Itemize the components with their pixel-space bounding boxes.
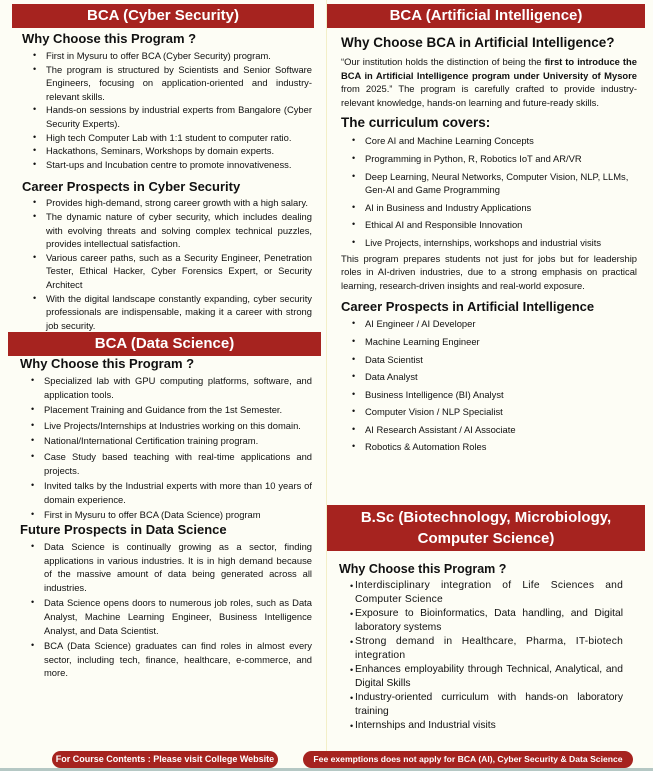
cyber-why-list bbox=[22, 49, 312, 171]
list-item: • Specialized lab with GPU computing platforms, software, and application tools. bbox=[20, 374, 312, 401]
bsc-why-list bbox=[339, 579, 623, 733]
data-science-why-list bbox=[20, 374, 312, 522]
list-item: • Strong demand in Healthcare, Pharma, IT-biotech integration bbox=[339, 635, 623, 663]
cyber-career-list bbox=[22, 196, 312, 332]
list-item: • AI Engineer / AI Developer bbox=[341, 317, 637, 331]
list-item: • High tech Computer Lab with 1:1 student to computer ratio. bbox=[22, 131, 312, 145]
course-contents-link[interactable]: For Course Contents : Please visit College Website bbox=[52, 751, 278, 768]
bsc-title-line2: Computer Science) bbox=[417, 530, 555, 547]
list-item: • Internships and Industrial visits bbox=[339, 719, 623, 733]
list-item: • Enhances employability through Technical, Analytical, and Digital Skills bbox=[339, 663, 623, 691]
list-item: • Data Scientist bbox=[341, 353, 637, 367]
list-item: • Case Study based teaching with real-time applications and projects. bbox=[20, 450, 312, 477]
list-item: • Live Projects, internships, workshops and industrial visits bbox=[341, 236, 637, 250]
ai-curriculum-list bbox=[341, 134, 637, 249]
ai-curriculum-heading: The curriculum covers: bbox=[341, 115, 491, 131]
list-item: • Deep Learning, Neural Networks, Computer Vision, NLP, LLMs, Gen-AI and Game Programming bbox=[341, 170, 637, 197]
list-item: • Invited talks by the Industrial experts with more than 10 years of domain experience. bbox=[20, 479, 312, 506]
ai-career-list bbox=[341, 317, 637, 454]
cyber-security-banner: BCA (Cyber Security) bbox=[12, 4, 314, 28]
list-item: • Data Science is continually growing as a sector, finding applications in various industries. It is in high demand because of the massive amount of data being generated across all industries. bbox=[20, 540, 312, 594]
bsc-banner bbox=[327, 505, 645, 551]
bsc-title-line1: B.Sc (Biotechnology, Microbiology, bbox=[360, 509, 612, 526]
ai-intro-paragraph bbox=[341, 55, 637, 109]
list-item: • Various career paths, such as a Security Engineer, Penetration Tester, Ethical Hacker, Cyber Forensics Expert, or Security Architect bbox=[22, 251, 312, 292]
list-item: • Placement Training and Guidance from the 1st Semester. bbox=[20, 403, 312, 417]
list-item: • Exposure to Bioinformatics, Data handling, and Digital laboratory systems bbox=[339, 607, 623, 635]
list-item: • Ethical AI and Responsible Innovation bbox=[341, 218, 637, 232]
list-item: • AI in Business and Industry Applications bbox=[341, 201, 637, 215]
ai-intro-bold: first to introduce the BCA in Artificial Intelligence program under University of Mysore bbox=[341, 56, 637, 81]
list-item: • Data Analyst bbox=[341, 370, 637, 384]
list-item: • AI Research Assistant / AI Associate bbox=[341, 423, 637, 437]
ai-intro-post: from 2025.” The program is carefully crafted to provide industry-relevant knowledge, hands-on learning and future-ready skills. bbox=[341, 83, 637, 108]
right-column bbox=[313, 0, 653, 771]
list-item: • First in Mysuru to offer BCA (Data Science) program bbox=[20, 508, 312, 522]
data-science-future-heading: Future Prospects in Data Science bbox=[20, 521, 227, 537]
cyber-why-heading: Why Choose this Program ? bbox=[22, 31, 197, 46]
list-item: • Live Projects/Internships at Industries working on this domain. bbox=[20, 419, 312, 433]
ai-banner: BCA (Artificial Intelligence) bbox=[327, 4, 645, 28]
list-item: • Computer Vision / NLP Specialist bbox=[341, 405, 637, 419]
cyber-career-heading: Career Prospects in Cyber Security bbox=[22, 179, 241, 195]
list-item: • With the digital landscape constantly expanding, cyber security professionals are indispensable, making it a career with strong job security. bbox=[22, 292, 312, 333]
data-science-future-list bbox=[20, 540, 312, 680]
ai-why-heading: Why Choose BCA in Artificial Intelligence? bbox=[341, 35, 615, 50]
list-item: • Provides high-demand, strong career growth with a high salary. bbox=[22, 196, 312, 210]
list-item: • Start-ups and Incubation centre to promote innovativeness. bbox=[22, 158, 312, 172]
list-item: • Data Science opens doors to numerous job roles, such as Data Analyst, Machine Learning Engineer, Business Intelligence Analyst, and Data Scientist. bbox=[20, 596, 312, 637]
list-item: • Machine Learning Engineer bbox=[341, 335, 637, 349]
bsc-why-heading: Why Choose this Program ? bbox=[339, 562, 507, 576]
list-item: • First in Mysuru to offer BCA (Cyber Security) program. bbox=[22, 49, 312, 63]
list-item: • The program is structured by Scientists and Senior Software Engineers, focusing on application-oriented and industry-relevant skills. bbox=[22, 63, 312, 104]
list-item: • BCA (Data Science) graduates can find roles in almost every sector, including tech, finance, healthcare, e-commerce, and more. bbox=[20, 639, 312, 680]
data-science-why-heading: Why Choose this Program ? bbox=[20, 356, 195, 371]
list-item: • Industry-oriented curriculum with hands-on laboratory training bbox=[339, 691, 623, 719]
list-item: • Robotics & Automation Roles bbox=[341, 440, 637, 454]
list-item: • Interdisciplinary integration of Life Sciences and Computer Science bbox=[339, 579, 623, 607]
list-item: • National/International Certification training program. bbox=[20, 434, 312, 448]
list-item: • Programming in Python, R, Robotics IoT and AR/VR bbox=[341, 152, 637, 166]
list-item: • Core AI and Machine Learning Concepts bbox=[341, 134, 637, 148]
list-item: • The dynamic nature of cyber security, which includes dealing with evolving threats and solving complex technical puzzles, provides intellectual satisfaction. bbox=[22, 210, 312, 251]
list-item: • Business Intelligence (BI) Analyst bbox=[341, 388, 637, 402]
ai-intro-pre: “Our institution holds the distinction of being the bbox=[341, 56, 545, 67]
data-science-banner: BCA (Data Science) bbox=[8, 332, 321, 356]
list-item: • Hands-on sessions by industrial experts from Bangalore (Cyber Security Experts). bbox=[22, 103, 312, 130]
list-item: • Hackathons, Seminars, Workshops by domain experts. bbox=[22, 144, 312, 158]
ai-career-heading: Career Prospects in Artificial Intelligence bbox=[341, 299, 595, 315]
fee-exemption-notice: Fee exemptions does not apply for BCA (AI), Cyber Security & Data Science bbox=[303, 751, 633, 768]
ai-summary-paragraph: This program prepares students not just for jobs but for leadership roles in AI-driven industries, due to a strong emphasis on practical learning, research-driven insights and real-world exposure. bbox=[341, 252, 637, 291]
